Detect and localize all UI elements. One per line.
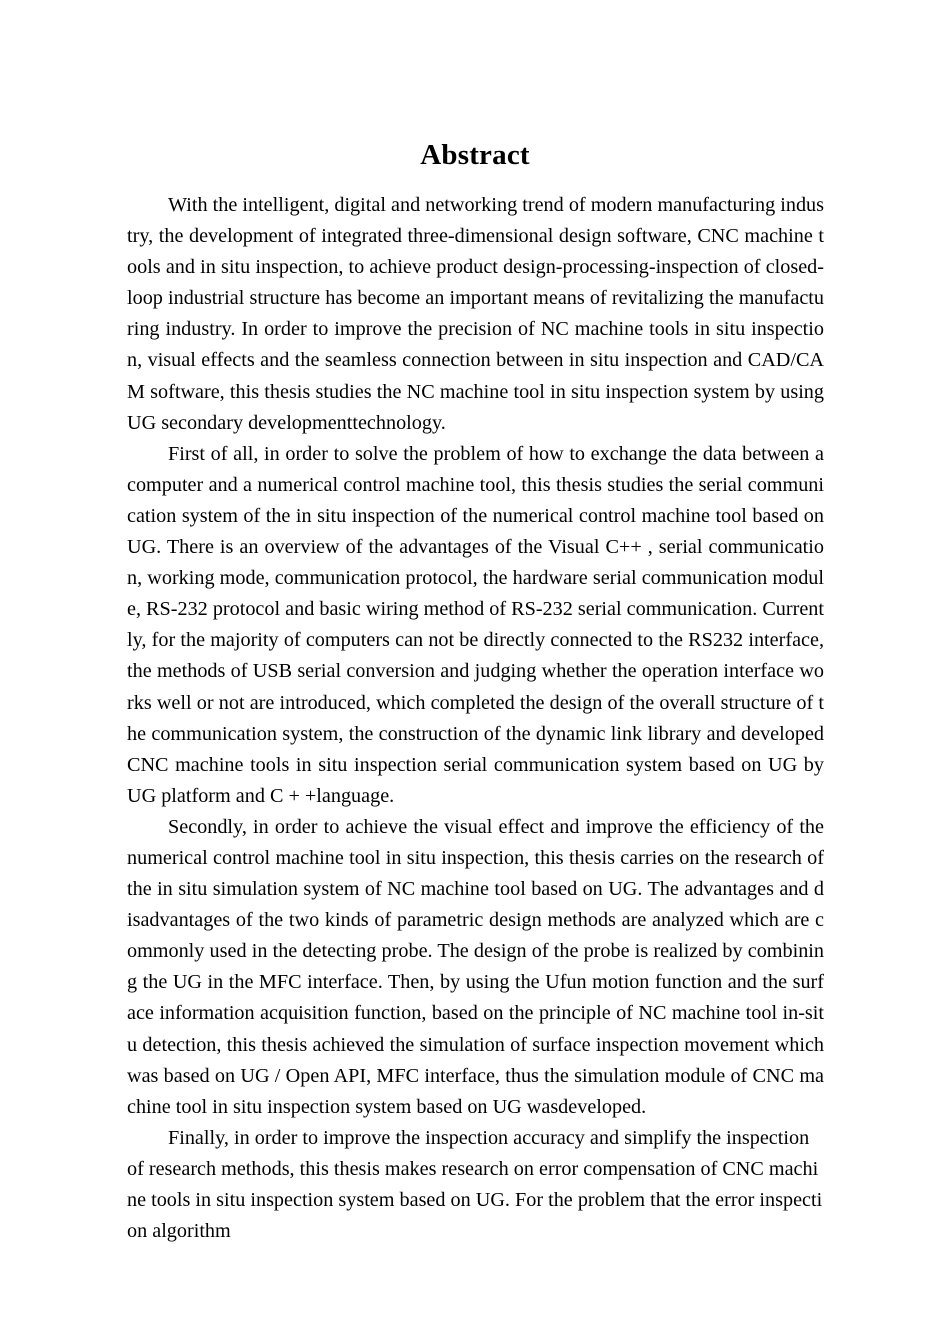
abstract-paragraph-2 — [127, 439, 824, 812]
abstract-paragraph-3 — [127, 812, 824, 1123]
abstract-paragraph-4 — [127, 1123, 824, 1247]
page-title: Abstract — [420, 139, 530, 172]
paragraph-text: With the intelligent, digital and networking trend of modern manufacturing industry, the development of integrated three-dimensional design software, CNC machine tools and in situ inspection, to achieve product design-processing-inspection of closed-loop industrial structure has become an important means of revitalizing the manufacturing industry. In order to improve the precision of NC machine tools in situ inspection, visual effects and the seamless connection between in situ inspection and CAD/CAM software, this thesis studies the NC machine tool in situ inspection system by using UG secondary developmenttechnology. — [127, 194, 824, 434]
abstract-body — [127, 190, 824, 1247]
paragraph-text: Finally, in order to improve the inspection accuracy and simplify the inspection of research methods, this thesis makes research on error compensation of CNC machine tools in situ inspection system based on UG. For the problem that the error inspection algorithm — [127, 1126, 823, 1243]
paragraph-text: Secondly, in order to achieve the visual effect and improve the efficiency of the numerical control machine tool in situ inspection, this thesis carries on the research of the in situ simulation system of NC machine tool based on UG. The advantages and disadvantages of the two kinds of parametric design methods are analyzed which are commonly used in the detecting probe. The design of the probe is realized by combining the UG in the MFC interface. Then, by using the Ufun motion function and the surface information acquisition function, based on the principle of NC machine tool in-situ detection, this thesis achieved the simulation of surface inspection movement which was based on UG / Open API, MFC interface, thus the simulation module of CNC machine tool in situ inspection system based on UG wasdeveloped. — [127, 815, 824, 1118]
paragraph-text: First of all, in order to solve the problem of how to exchange the data between a computer and a numerical control machine tool, this thesis studies the serial communication system of the in situ inspection of the numerical control machine tool based on UG. There is an overview of the advantages of the Visual C++ , serial communication, working mode, communication protocol, the hardware serial communication module, RS-232 protocol and basic wiring method of RS-232 serial communication. Currently, for the majority of computers can not be directly connected to the RS232 interface, the methods of USB serial conversion and judging whether the operation interface works well or not are introduced, which completed the design of the overall structure of the communication system, the construction of the dynamic link library and developed CNC machine tools in situ inspection serial communication system based on UG by UG platform and C + +language. — [127, 442, 824, 807]
abstract-paragraph-1 — [127, 190, 824, 439]
